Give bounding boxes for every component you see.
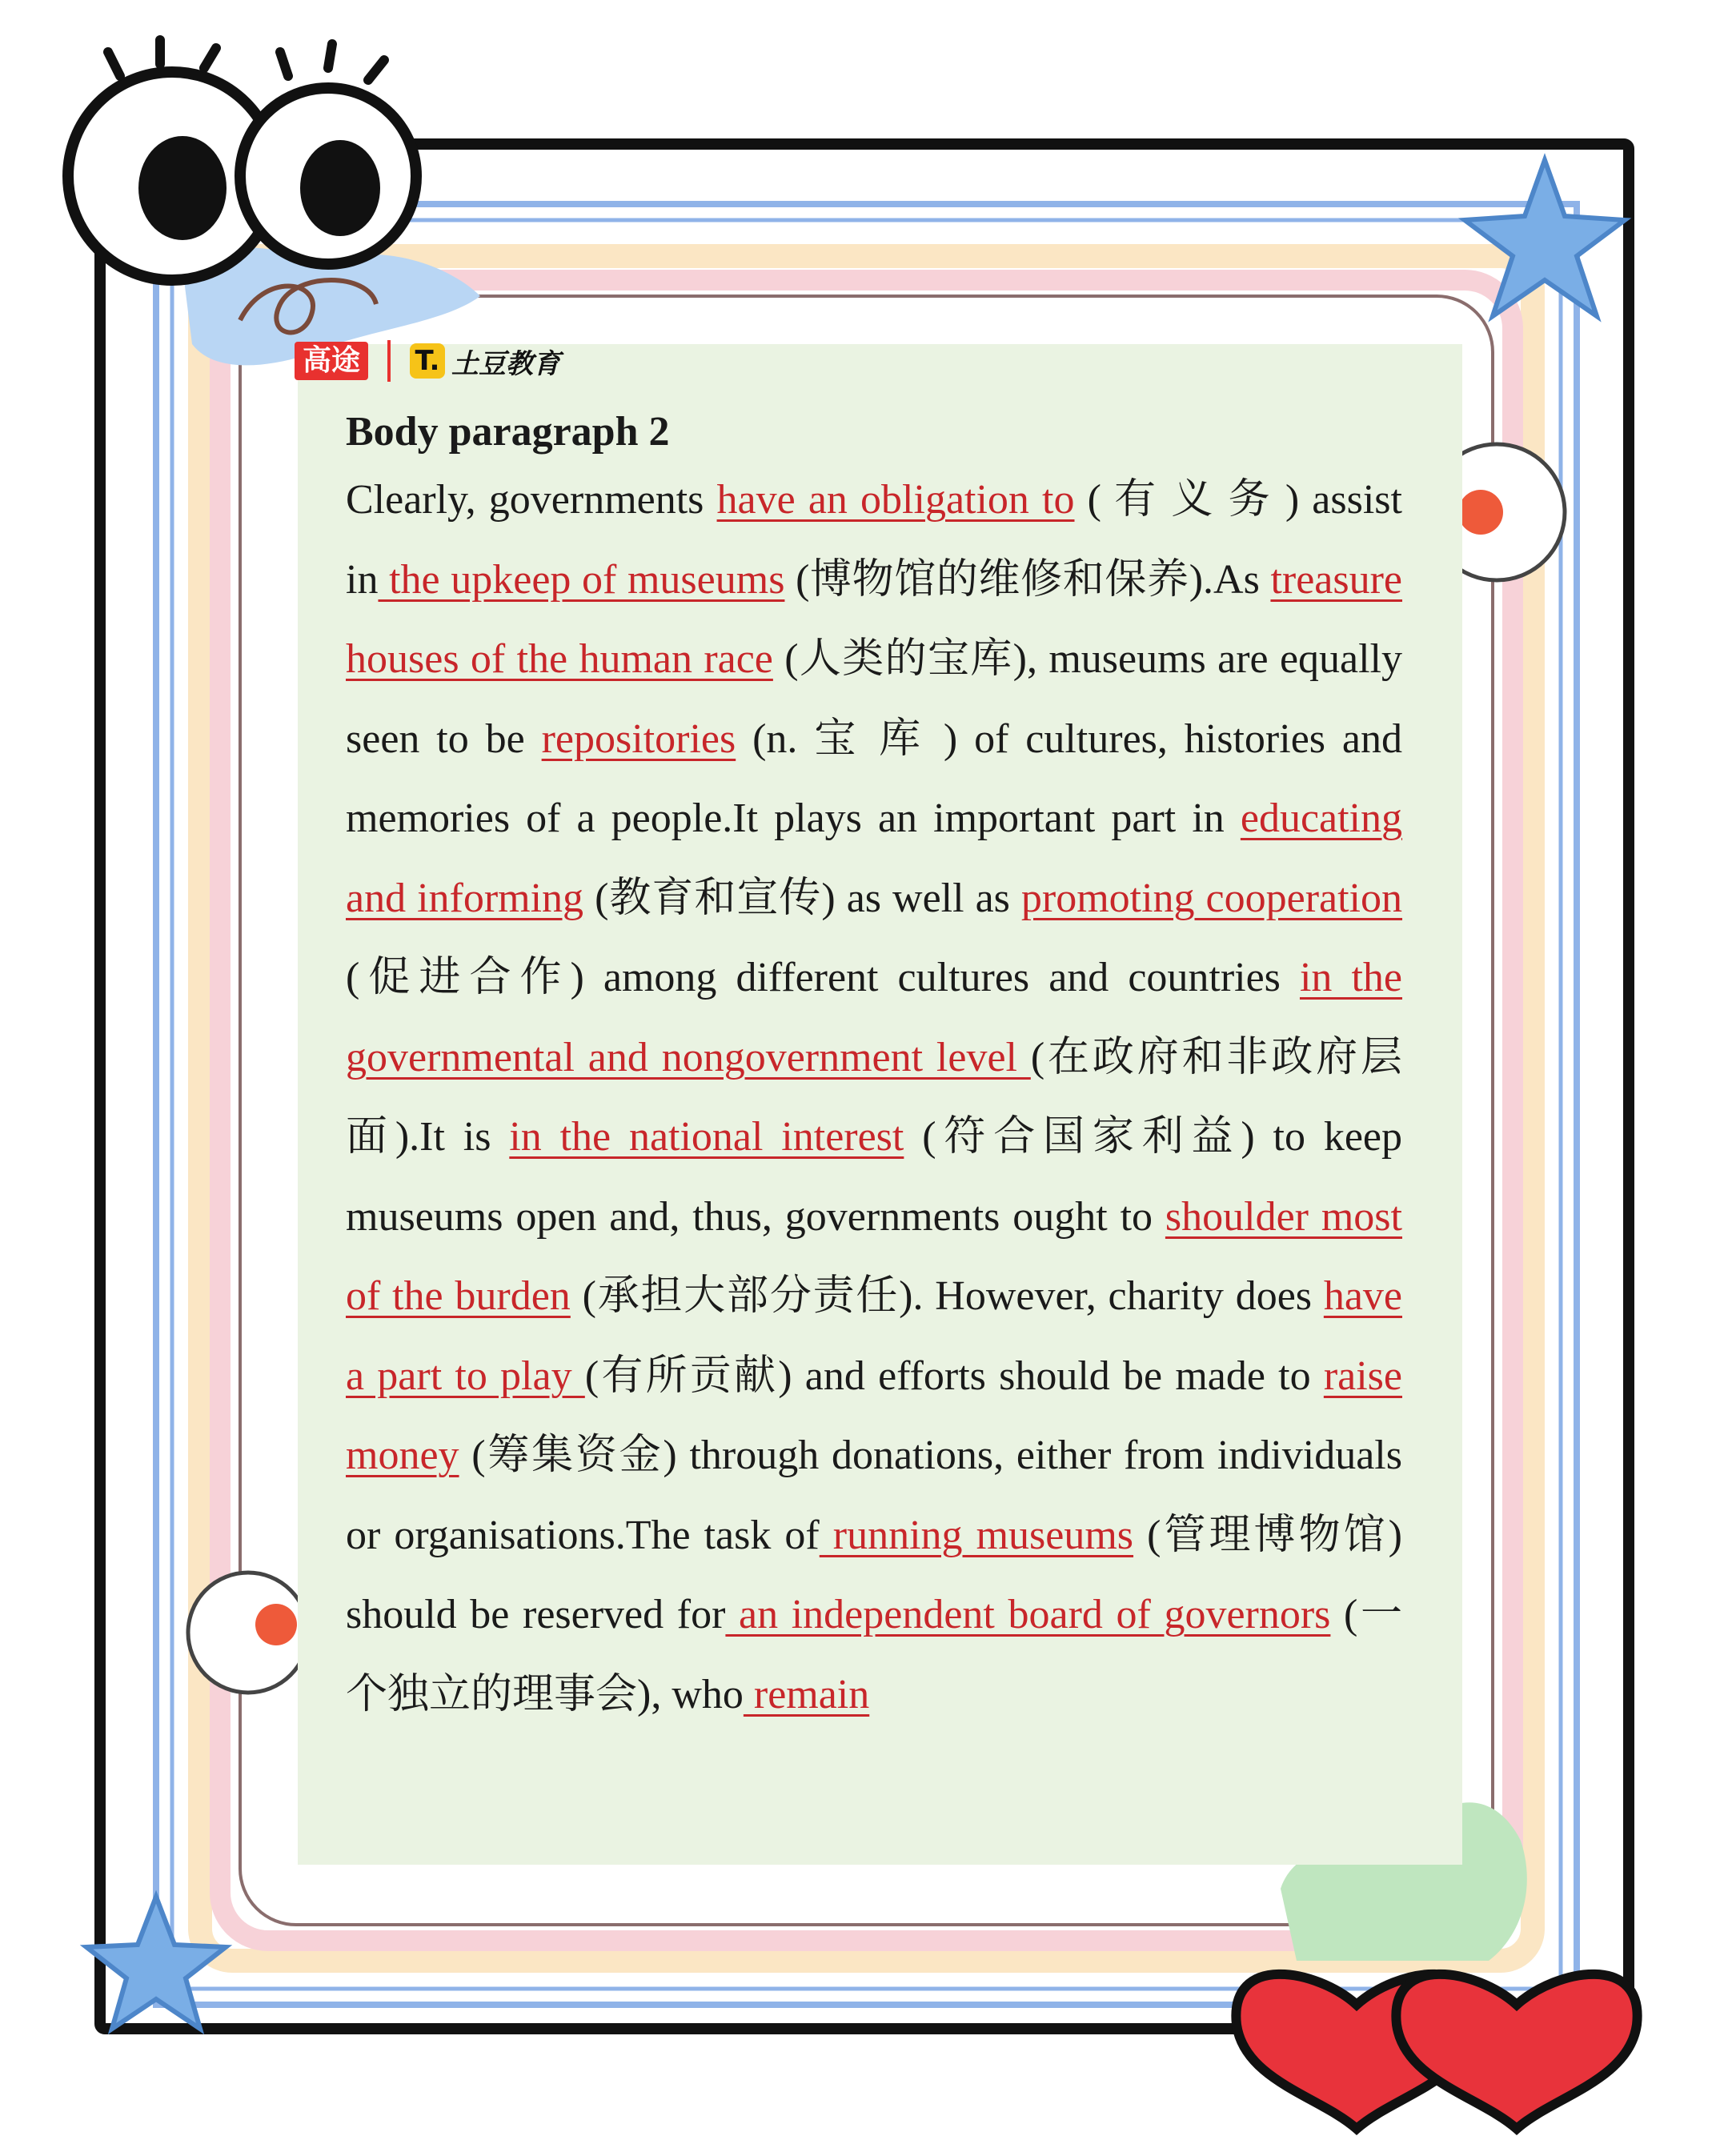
body-content bbox=[346, 404, 1402, 1734]
paragraph-text: (有所贡献) and efforts should be made to bbox=[584, 1353, 1324, 1399]
highlighted-phrase: in the national interest bbox=[509, 1114, 904, 1160]
highlighted-phrase: remain bbox=[743, 1671, 870, 1717]
paragraph-text: (博物馆的维修和保养).As bbox=[784, 556, 1271, 603]
paragraph-text: (符合国家利益) to keep museums open and, thus, governments ought to bbox=[346, 1114, 1403, 1240]
paragraph-text: (教育和宣传) as well as bbox=[583, 875, 1021, 921]
section-heading: Body paragraph 2 bbox=[346, 409, 670, 455]
paragraph-text: (管理博物馆) should be reserved for bbox=[346, 1512, 1402, 1637]
paragraph-text: (促进合作) among different cultures and countries bbox=[346, 955, 1300, 1000]
paragraph-text: ( 有 义 务 ) assist in bbox=[346, 477, 1402, 603]
paragraph-text: (筹集资金) through donations, either from individuals or organisations.The task of bbox=[346, 1433, 1402, 1558]
hearts-icon bbox=[1236, 1964, 1661, 2129]
highlighted-phrase: the upkeep of museums bbox=[378, 556, 785, 603]
eyes-icon bbox=[68, 40, 416, 280]
paragraph-text: (承担大部分责任). However, charity does bbox=[570, 1273, 1324, 1319]
logo-divider bbox=[387, 340, 391, 382]
body-paragraph bbox=[346, 460, 1402, 1734]
highlighted-phrase: treasure houses of the human race bbox=[346, 556, 1402, 682]
highlighted-phrase: have an obligation to bbox=[716, 477, 1075, 523]
flower-icon bbox=[188, 1573, 308, 1693]
highlighted-phrase: running museums bbox=[819, 1512, 1134, 1558]
highlighted-phrase: raise money bbox=[346, 1353, 1402, 1478]
tudou-logo bbox=[410, 342, 560, 381]
paragraph-text: (一个独立的理事会), who bbox=[346, 1592, 1402, 1717]
paragraph-text: (在政府和非政府层面).It is bbox=[346, 1034, 1402, 1160]
tudou-logo-mark: T. bbox=[410, 343, 445, 379]
brand-logos bbox=[295, 340, 560, 382]
paragraph-text: (n. 宝 库 ) of cultures, histories and memories of a people.It plays an important part in bbox=[346, 715, 1402, 841]
highlighted-phrase: an independent board of governors bbox=[725, 1592, 1331, 1637]
paragraph-text: Clearly, governments bbox=[346, 477, 717, 523]
highlighted-phrase: repositories bbox=[541, 715, 736, 762]
highlighted-phrase: have a part to play bbox=[346, 1273, 1402, 1399]
highlighted-phrase: promoting cooperation bbox=[1020, 875, 1403, 921]
gaotu-logo: 高途 bbox=[295, 342, 368, 380]
highlighted-phrase: shoulder most of the burden bbox=[346, 1193, 1402, 1319]
tudou-logo-text: 土豆教育 bbox=[451, 347, 561, 380]
highlighted-phrase: in the governmental and nongovernment level bbox=[346, 955, 1402, 1080]
paragraph-text: (人类的宝库), museums are equally seen to be bbox=[346, 636, 1402, 762]
highlighted-phrase: educating and informing bbox=[346, 795, 1402, 921]
